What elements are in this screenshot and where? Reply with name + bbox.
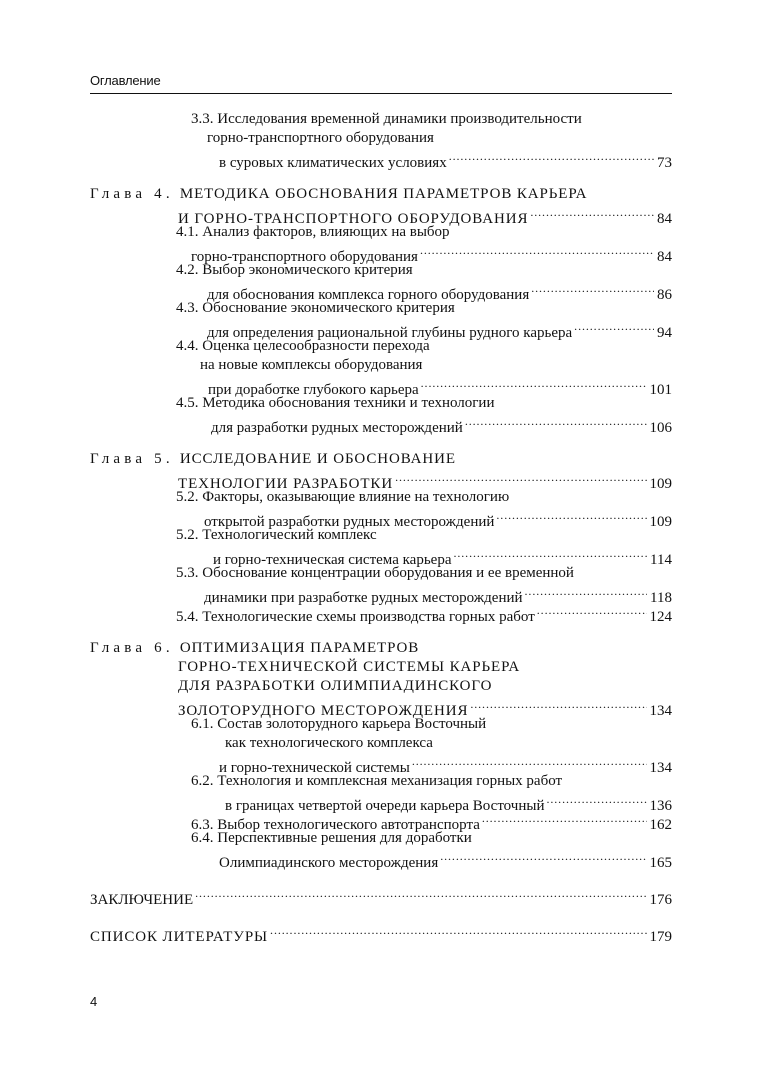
chapter-prefix: Глава 4. <box>90 186 174 202</box>
toc-entry-5-2a[interactable] <box>90 488 672 507</box>
toc-entry-text: для определения рациональной глубины рудного карьера <box>207 325 573 341</box>
toc-entry-text: Олимпиадинского месторождения <box>219 855 439 871</box>
dot-leader <box>531 280 654 299</box>
toc-entry-text: для обоснования комплекса горного оборудования <box>207 287 530 303</box>
chapter-title: ЗОЛОТОРУДНОГО МЕСТОРОЖДЕНИЯ <box>178 703 469 719</box>
page-number: 4 <box>90 994 98 1009</box>
dot-leader <box>525 583 648 602</box>
dot-leader <box>537 602 647 621</box>
toc-page-number: 114 <box>650 552 672 568</box>
dot-leader <box>453 545 647 564</box>
chapter-title: ИССЛЕДОВАНИЕ И ОБОСНОВАНИЕ <box>179 451 456 467</box>
toc-entry-5-3-last[interactable] <box>90 583 672 606</box>
toc-entry-4-5[interactable] <box>90 394 672 413</box>
header-rule <box>90 93 672 94</box>
toc-entry-text: открытой разработки рудных месторождений <box>204 514 495 530</box>
toc-entry-text: 5.2. Факторы, оказывающие влияние на технологию <box>176 489 510 505</box>
toc-entry-5-2a-last[interactable] <box>90 507 672 530</box>
toc-page-number: 134 <box>649 760 672 776</box>
toc-entry-text: 5.3. Обоснование концентрации оборудования и ее временной <box>176 565 574 581</box>
toc-entry-4-4-cont[interactable] <box>90 356 672 375</box>
toc-entry-text: 6.3. Выбор технологического автотранспорта <box>191 817 480 833</box>
toc-entry-3-3[interactable] <box>90 110 672 129</box>
toc-entry-text: 5.4. Технологические схемы производства горных работ <box>176 609 535 625</box>
toc-chapter-6-last[interactable] <box>90 696 672 719</box>
toc-entry-text: 4.5. Методика обоснования техники и технологии <box>176 395 495 411</box>
dot-leader <box>530 204 654 223</box>
dot-leader <box>465 413 647 432</box>
toc-entry-6-4-last[interactable] <box>90 848 672 871</box>
toc-page-number: 109 <box>649 476 672 492</box>
toc-entry-4-5-last[interactable] <box>90 413 672 436</box>
toc-chapter-6-cont2[interactable] <box>90 677 672 696</box>
toc-chapter-4[interactable] <box>90 185 672 204</box>
chapter-title: МЕТОДИКА ОБОСНОВАНИЯ ПАРАМЕТРОВ КАРЬЕРА <box>179 186 588 202</box>
dot-leader <box>412 753 647 772</box>
toc-entry-text: и горно-техническая система карьера <box>213 552 452 568</box>
toc-page-number: 101 <box>649 382 672 398</box>
toc-entry-conclusion[interactable] <box>90 885 672 908</box>
chapter-prefix: Глава 5. <box>90 451 174 467</box>
chapter-prefix: Глава 6. <box>90 640 174 656</box>
toc-entry-4-4-last[interactable] <box>90 375 672 398</box>
dot-leader <box>496 507 646 526</box>
toc-entry-5-2b-last[interactable] <box>90 545 672 568</box>
toc-entry-text: 4.4. Оценка целесообразности перехода <box>176 338 430 354</box>
toc-entry-text: 5.2. Технологический комплекс <box>176 527 377 543</box>
chapter-title: И ГОРНО-ТРАНСПОРТНОГО ОБОРУДОВАНИЯ <box>178 211 529 227</box>
dot-leader <box>546 791 646 810</box>
chapter-title: ОПТИМИЗАЦИЯ ПАРАМЕТРОВ <box>179 640 420 656</box>
toc-chapter-5[interactable] <box>90 450 672 469</box>
toc-page-number: 179 <box>649 929 672 945</box>
toc-entry-3-3-last[interactable] <box>90 148 672 171</box>
toc-page-number: 136 <box>649 798 672 814</box>
toc-page-number: 106 <box>649 420 672 436</box>
toc-entry-text: 6.4. Перспективные решения для доработки <box>191 830 472 846</box>
toc-chapter-5-cont[interactable] <box>90 469 672 492</box>
toc-entry-text: 4.2. Выбор экономического критерия <box>176 262 413 278</box>
toc-entry-text: 6.1. Состав золоторудного карьера Восточный <box>191 716 487 732</box>
toc-entry-6-2[interactable] <box>90 772 672 791</box>
dot-leader <box>195 885 646 904</box>
dot-leader <box>270 922 646 941</box>
toc-page-number: 84 <box>657 211 672 227</box>
dot-leader <box>420 242 654 261</box>
dot-leader <box>440 848 646 867</box>
dot-leader <box>421 375 647 394</box>
toc-entry-text: горно-транспортного оборудования <box>191 249 418 265</box>
running-head: Оглавление <box>90 73 161 88</box>
toc-entry-4-1[interactable] <box>90 223 672 242</box>
toc-entry-3-3-cont[interactable] <box>90 129 672 148</box>
toc-entry-6-1-cont[interactable] <box>90 734 672 753</box>
toc-entry-text: при доработке глубокого карьера <box>208 382 419 398</box>
toc-entry-6-2-last[interactable] <box>90 791 672 814</box>
toc-entry-5-3[interactable] <box>90 564 672 583</box>
toc-entry-text: и горно-технической системы <box>219 760 410 776</box>
dot-leader <box>574 318 654 337</box>
toc-page-number: 109 <box>649 514 672 530</box>
toc-entry-4-3-last[interactable] <box>90 318 672 341</box>
dot-leader <box>482 810 647 829</box>
toc-chapter-6-cont[interactable] <box>90 658 672 677</box>
toc-page-number: 73 <box>657 155 672 171</box>
toc-entry-text: в границах четвертой очереди карьера Восточный <box>225 798 545 814</box>
chapter-title: ГОРНО-ТЕХНИЧЕСКОЙ СИСТЕМЫ КАРЬЕРА <box>178 659 521 675</box>
toc-entry-text: 6.2. Технология и комплексная механизация горных работ <box>191 773 563 789</box>
toc-entry-text: как технологического комплекса <box>225 735 433 751</box>
toc-entry-text: в суровых климатических условиях <box>219 155 447 171</box>
toc-page-number: 86 <box>657 287 672 303</box>
toc-page-number: 124 <box>649 609 672 625</box>
toc-page-number: 134 <box>649 703 672 719</box>
toc-entry-text: 4.3. Обоснование экономического критерия <box>176 300 455 316</box>
dot-leader <box>470 696 646 715</box>
dot-leader <box>395 469 646 488</box>
dot-leader <box>449 148 654 167</box>
toc-entry-text: 3.3. Исследования временной динамики производительности <box>191 111 582 127</box>
toc-page-number: 94 <box>657 325 672 341</box>
toc-entry-text: горно-транспортного оборудования <box>207 130 434 146</box>
toc-chapter-6[interactable] <box>90 639 672 658</box>
toc-page-number: 118 <box>650 590 672 606</box>
toc-page-number: 84 <box>657 249 672 265</box>
toc-entry-text: на новые комплексы оборудования <box>200 357 423 373</box>
chapter-title: ТЕХНОЛОГИИ РАЗРАБОТКИ <box>178 476 394 492</box>
toc-entry-6-4[interactable] <box>90 829 672 848</box>
chapter-title: ДЛЯ РАЗРАБОТКИ ОЛИМПИАДИНСКОГО <box>178 678 493 694</box>
toc-entry-text: для разработки рудных месторождений <box>211 420 463 436</box>
toc-page-number: 165 <box>649 855 672 871</box>
toc-entry-4-1-last[interactable] <box>90 242 672 265</box>
toc-page-number: 162 <box>649 817 672 833</box>
toc-entry-4-2[interactable] <box>90 261 672 280</box>
toc-entry-text: СПИСОК ЛИТЕРАТУРЫ <box>90 929 269 945</box>
toc-page-number: 176 <box>649 892 672 908</box>
toc-entry-references[interactable] <box>90 922 672 945</box>
toc-entry-text: динамики при разработке рудных месторождений <box>204 590 523 606</box>
toc-entry-4-3[interactable] <box>90 299 672 318</box>
toc-entry-text: 4.1. Анализ факторов, влияющих на выбор <box>176 224 450 240</box>
toc-entry-text: ЗАКЛЮЧЕНИЕ <box>90 892 194 908</box>
toc-chapter-4-cont[interactable] <box>90 204 672 227</box>
toc-entry-6-1-last[interactable] <box>90 753 672 776</box>
toc-entry-4-4[interactable] <box>90 337 672 356</box>
toc-entry-4-2-last[interactable] <box>90 280 672 303</box>
table-of-contents <box>90 110 672 945</box>
